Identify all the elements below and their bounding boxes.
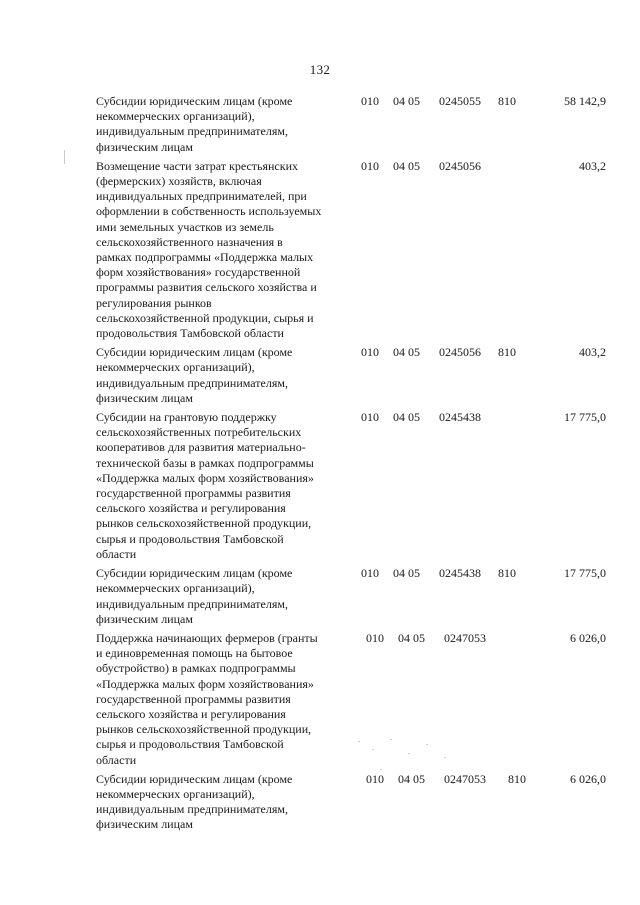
table-row (96, 159, 606, 341)
table-row (96, 345, 606, 406)
target-article-code: 0247053 (444, 771, 486, 786)
row-description: Субсидии юридическим лицам (кроме некоммерческих организаций), индивидуальным предпринимателям, физическим лицам (96, 94, 293, 154)
section-code: 04 05 (393, 345, 420, 360)
ministry-code: 010 (361, 94, 379, 108)
amount: 58 142,9 (564, 94, 606, 108)
target-article-code: 0245438 (439, 566, 481, 581)
ministry-code: 010 (366, 630, 384, 645)
section-code: 04 05 (398, 630, 425, 645)
section-code: 04 05 (393, 158, 420, 173)
ministry-code: 010 (361, 566, 379, 581)
amount: 6 026,0 (570, 630, 606, 645)
section-code: 04 05 (393, 566, 420, 581)
ministry-code: 010 (361, 158, 379, 173)
table-row (96, 94, 606, 155)
target-article-code: 0245438 (439, 410, 481, 425)
amount: 17 775,0 (564, 566, 606, 581)
row-description: Субсидии юридическим лицам (кроме некоммерческих организаций), индивидуальным предпринимателям, физическим лицам (96, 566, 293, 626)
table-row (96, 410, 606, 562)
expense-type-code: 810 (508, 771, 526, 786)
table-row (96, 566, 606, 627)
amount: 403,2 (579, 345, 606, 360)
row-description: Поддержка начинающих фермеров (гранты и единовременная помощь на бытовое обустройство) в рамках подпрограммы «Поддержка малых форм хозяйствования» государственной программы развития сельского хозяйства и регулирования рынков сельскохозяйственной продукции, сырья и продовольствия Тамбовской области (96, 630, 318, 767)
ministry-code: 010 (361, 410, 379, 425)
row-description: Субсидии на грантовую поддержку сельскохозяйственных потребительских кооперативов для развития материально- технической базы в рамках подпрограммы «Поддержка малых форм хозяйствования» государственной программы развития сельского хозяйства и регулирования рынков сельскохозяйственной продукции, сырья и продовольствия Тамбовской области (96, 410, 314, 561)
row-description: Субсидии юридическим лицам (кроме некоммерческих организаций), индивидуальным предпринимателям, физическим лицам (96, 345, 293, 405)
budget-table (96, 94, 606, 837)
ministry-code: 010 (366, 771, 384, 786)
row-description: Субсидии юридическим лицам (кроме некоммерческих организаций), индивидуальным предпринимателям, физическим лицам (96, 771, 293, 832)
expense-type-code: 810 (498, 566, 516, 581)
section-code: 04 05 (393, 410, 420, 425)
amount: 6 026,0 (570, 771, 606, 786)
amount: 403,2 (579, 158, 606, 173)
section-code: 04 05 (393, 94, 420, 108)
row-description: Возмещение части затрат крестьянских (фермерских) хозяйств, включая индивидуальных предпринимателей, при оформлении в собственность используемых ими земельных участков из земель сельскохозяйственного назначения в рамках подпрограммы «Поддержка малых форм хозяйствования» государственной программы развития сельского хозяйства и регулирования рынков сельскохозяйственной продукции, сырья и продовольствия Тамбовской области (96, 158, 322, 341)
expense-type-code: 810 (498, 94, 516, 108)
target-article-code: 0247053 (444, 630, 486, 645)
section-code: 04 05 (398, 771, 425, 786)
target-article-code: 0245056 (439, 158, 481, 173)
amount: 17 775,0 (564, 410, 606, 425)
scan-margin-mark (64, 150, 65, 164)
scan-noise (350, 735, 470, 795)
ministry-code: 010 (361, 345, 379, 360)
expense-type-code: 810 (498, 345, 516, 360)
page-number: 132 (309, 62, 331, 77)
target-article-code: 0245055 (439, 94, 481, 108)
target-article-code: 0245056 (439, 345, 481, 360)
